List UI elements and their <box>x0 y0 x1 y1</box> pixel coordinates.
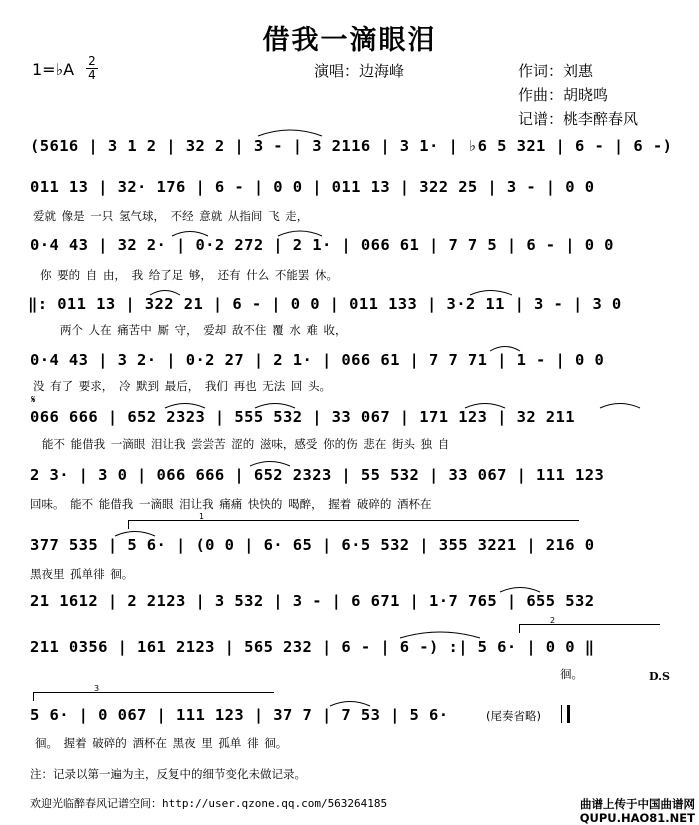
key-signature: 1=♭A <box>32 60 75 79</box>
footer-link[interactable]: 欢迎光临醉春风记谱空间：http://user.qzone.qq.com/563264185 <box>30 797 388 810</box>
lyric-row-2: 爱就 像是 一只 氢气球， 不经 意就 从指间 飞 走， <box>33 209 309 223</box>
singer: 演唱：边海峰 <box>314 62 405 80</box>
site-credit-line-1: 曲谱上传于中国曲谱网 <box>580 797 695 811</box>
ds-mark: D.S <box>649 670 670 683</box>
volta-1-label: 1 <box>199 512 205 521</box>
lyric-row-8: 黑夜里 孤单徘 徊。 <box>30 567 134 581</box>
site-credit-line-2: QUPU.HAO81.NET <box>579 811 695 825</box>
lyricist: 作词：刘惠 <box>518 62 594 80</box>
score-row-11: 5 6· | 0 067 | 111 123 | 37 7 | 7 53 | 5 6· <box>30 706 449 724</box>
lyric-row-4: 两个 人在 痛苦中 厮 守， 爱却 敌不住 覆 水 难 收， <box>60 323 347 337</box>
lyric-row-3: 你 要的 自 由， 我 给了足 够， 还有 什么 不能罢 休。 <box>40 268 339 282</box>
score-row-1: (5616 | 3 1 2 | 32 2 | 3 - | 3 2116 | 3 1· | ♭6 5 321 | 6 - | 6 -) <box>30 137 673 155</box>
meter-denominator: 4 <box>88 68 96 82</box>
score-row-5: 0·4 43 | 3 2· | 0·2 27 | 2 1· | 066 61 | 7 7 71 | 1 - | 0 0 <box>30 351 605 369</box>
volta-2-label: 2 <box>550 616 556 625</box>
score-row-2: 011 13 | 32· 176 | 6 - | 0 0 | 011 13 | 322 25 | 3 - | 0 0 <box>30 178 595 196</box>
song-title: 借我一滴眼泪 <box>262 25 437 56</box>
lyric-row-5: 没 有了 要求， 冷 默到 最后， 我们 再也 无法 回 头。 <box>33 379 332 393</box>
score-row-7: 2 3· | 3 0 | 066 666 | 652 2323 | 55 532 | 33 067 | 111 123 <box>30 466 605 484</box>
transcriber: 记谱：桃李醉春风 <box>518 110 639 128</box>
segno-sign: 𝄋 <box>31 393 36 406</box>
lyric-row-7: 回味。 能不 能借我 一滴眼 泪让我 痛痛 快快的 喝醉， 握着 破碎的 酒杯在 <box>30 497 432 511</box>
lyric-row-11: 徊。 握着 破碎的 酒杯在 黑夜 里 孤单 徘 徊。 <box>35 736 288 750</box>
lyric-row-10: 徊。 <box>560 667 583 681</box>
score-row-10: 211 0356 | 161 2123 | 565 232 | 6 - | 6 -) :| 5 6· | 0 0 ‖ <box>30 638 595 656</box>
score-row-3: 0·4 43 | 32 2· | 0·2 272 | 2 1· | 066 61 | 7 7 5 | 6 - | 0 0 <box>30 236 614 254</box>
meter-numerator: 2 <box>88 54 96 68</box>
score-row-4: ‖: 011 13 | 322 21 | 6 - | 0 0 | 011 133 | 3·2 11 | 3 - | 3 0 <box>28 295 622 313</box>
composer: 作曲：胡晓鸣 <box>518 86 609 104</box>
footnote: 注：记录以第一遍为主，反复中的细节变化未做记录。 <box>30 767 306 781</box>
volta-3-label: 3 <box>94 684 100 693</box>
score-row-9: 21 1612 | 2 2123 | 3 532 | 3 - | 6 671 | 1·7 765 | 655 532 <box>30 592 595 610</box>
score-row-8: 377 535 | 5 6· | (0 0 | 6· 65 | 6·5 532 | 355 3221 | 216 0 <box>30 536 595 554</box>
score-row-6: 066 666 | 652 2323 | 555 532 | 33 067 | 171 123 | 32 211 <box>30 408 575 426</box>
lyric-row-6: 能不 能借我 一滴眼 泪让我 尝尝苦 涩的 滋味，感受 你的伤 悲在 街头 独 自 <box>42 437 450 451</box>
ending-note: (尾奏省略) <box>486 709 541 723</box>
